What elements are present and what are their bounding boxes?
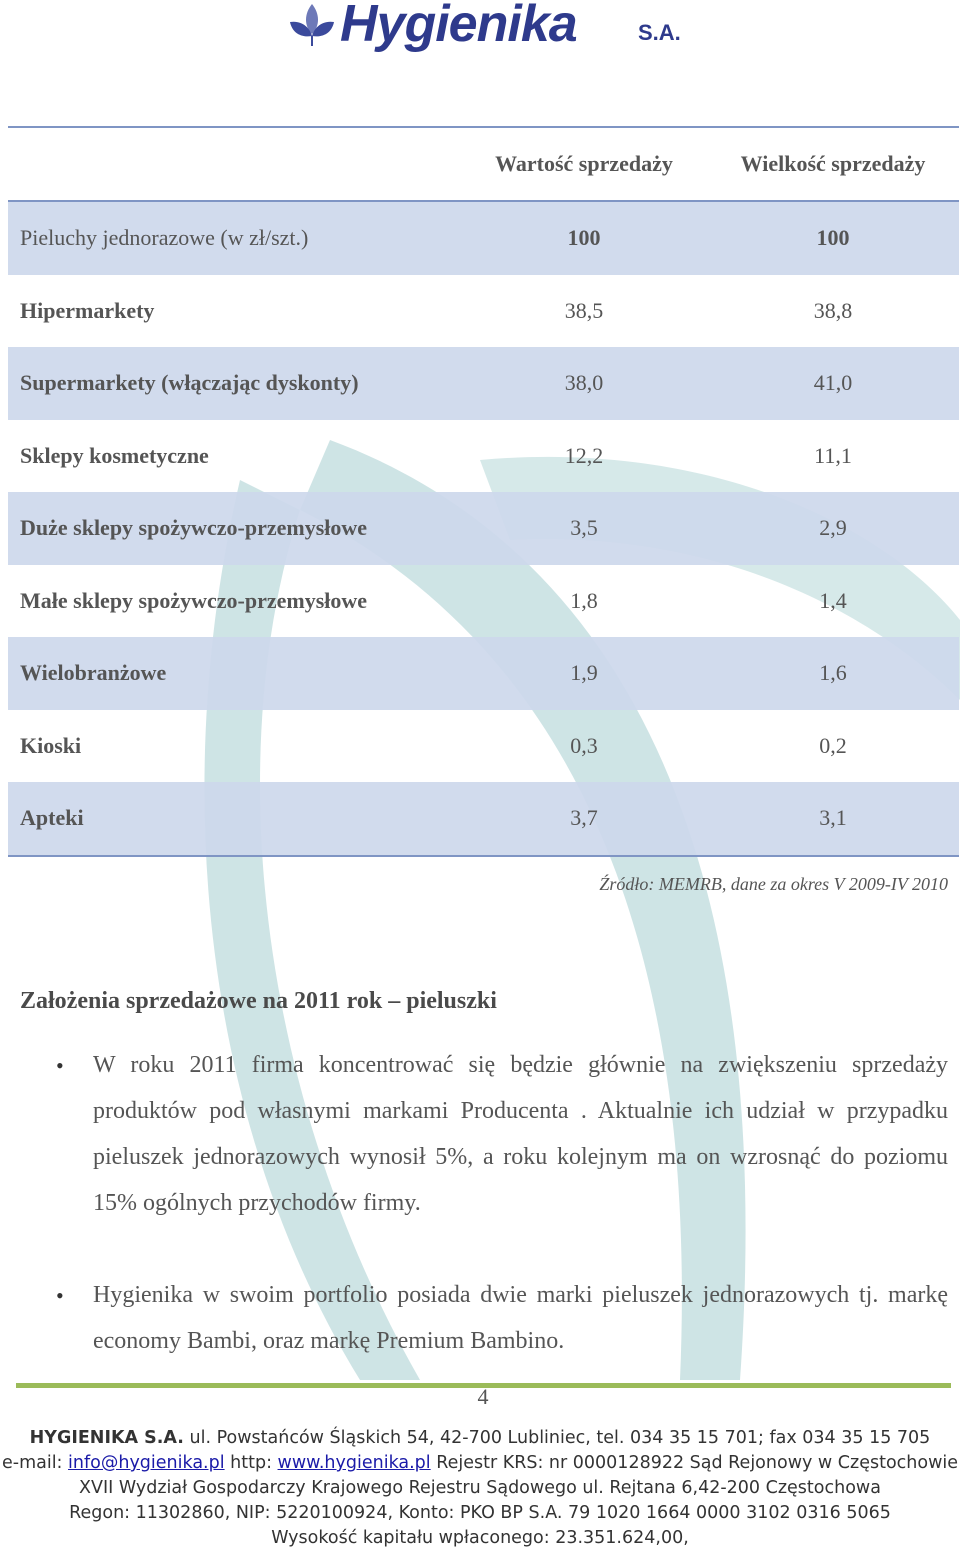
row-value: 1,9 xyxy=(570,660,598,686)
row-volume: 11,1 xyxy=(814,442,852,468)
table-row xyxy=(8,565,959,638)
bullet-paragraph: W roku 2011 firma koncentrować się będzie głównie na zwiększeniu sprzedaży produktów pod własnymi markami Producenta . Aktualnie ich udział w przypadku pieluszek jednorazowych wynosił 5%, a roku kolejnym ma on wzrosnąć do poziomu 15% ogólnych przychodów firmy. xyxy=(93,1052,948,1216)
sales-table xyxy=(8,128,959,857)
logo-wordmark: Hygienika xyxy=(340,0,577,53)
row-label: Wielobranżowe xyxy=(20,660,167,686)
table-source-note: Źródło: MEMRB, dane za okres V 2009-IV 2010 xyxy=(599,874,948,894)
table-header-row xyxy=(8,128,959,202)
website-link[interactable]: www.hygienika.pl xyxy=(277,1453,431,1473)
row-volume: 38,8 xyxy=(813,297,853,323)
table-row xyxy=(8,710,959,783)
bullet-icon: • xyxy=(56,1053,64,1078)
footer-http-label: http: xyxy=(224,1453,278,1473)
footer-line-court: XVII Wydział Gospodarczy Krajowego Rejestru Sądowego ul. Rejtana 6,42-200 Częstochowa xyxy=(79,1478,881,1498)
table-row xyxy=(8,202,959,275)
footer-address: ul. Powstańców Śląskich 54, 42-700 Lubliniec, tel. 034 35 15 701; fax 034 35 15 705 xyxy=(183,1428,931,1448)
row-value: 1,8 xyxy=(570,587,598,613)
row-value: 3,7 xyxy=(570,805,598,831)
footer-krs: Rejestr KRS: nr 0000128922 Sąd Rejonowy w Częstochowie xyxy=(430,1453,959,1473)
table-row xyxy=(8,275,959,348)
flower-logo-icon xyxy=(288,2,336,48)
row-volume: 2,9 xyxy=(819,515,847,541)
row-value: 38,0 xyxy=(564,370,604,396)
row-label: Małe sklepy spożywczo-przemysłowe xyxy=(20,587,368,613)
row-label: Supermarkety (włączając dyskonty) xyxy=(20,370,359,396)
footer-line-capital: Wysokość kapitału wpłaconego: 23.351.624,00, xyxy=(271,1528,689,1548)
table-row xyxy=(8,420,959,493)
company-logo xyxy=(288,0,688,60)
column-header-volume: Wielkość sprzedaży xyxy=(740,151,926,176)
row-volume: 1,4 xyxy=(819,587,847,613)
row-label: Kioski xyxy=(20,732,82,758)
row-label: Pieluchy jednorazowe (w zł/szt.) xyxy=(20,225,309,251)
row-value: 100 xyxy=(567,225,601,251)
row-volume: 0,2 xyxy=(819,732,847,758)
row-value: 38,5 xyxy=(564,297,604,323)
row-label: Hipermarkety xyxy=(20,297,155,323)
footer-line-contact xyxy=(0,1451,960,1476)
email-link[interactable]: info@hygienika.pl xyxy=(68,1453,225,1473)
section-title: Założenia sprzedażowe na 2011 rok – pieluszki xyxy=(20,988,497,1014)
company-footer xyxy=(0,1426,960,1551)
column-header-value: Wartość sprzedaży xyxy=(495,151,673,176)
row-value: 12,2 xyxy=(564,442,604,468)
table-row xyxy=(8,637,959,710)
logo-suffix: S.A. xyxy=(638,20,681,45)
footer-line-registry: Regon: 11302860, NIP: 5220100924, Konto: PKO BP S.A. 79 1020 1664 0000 3102 0316 5065 xyxy=(69,1503,891,1523)
row-volume: 41,0 xyxy=(813,370,853,396)
table-row xyxy=(8,492,959,565)
bullet-paragraph: Hygienika w swoim portfolio posiada dwie marki pieluszek jednorazowych tj. markę economy Bambi, oraz markę Premium Bambino. xyxy=(93,1282,948,1354)
footer-line-address xyxy=(0,1426,960,1451)
row-volume: 1,6 xyxy=(819,660,847,686)
row-label: Duże sklepy spożywczo-przemysłowe xyxy=(20,515,368,541)
footer-email-label: e-mail: xyxy=(1,1453,69,1473)
table-row xyxy=(8,782,959,857)
row-value: 3,5 xyxy=(570,515,598,541)
table-row xyxy=(8,347,959,420)
row-volume: 100 xyxy=(816,225,850,251)
row-label: Sklepy kosmetyczne xyxy=(20,442,209,468)
row-label: Apteki xyxy=(20,805,84,831)
row-volume: 3,1 xyxy=(819,805,847,831)
page-number: 4 xyxy=(477,1384,489,1409)
bullet-icon: • xyxy=(56,1283,64,1308)
footer-company: HYGIENIKA S.A. xyxy=(29,1428,184,1448)
row-value: 0,3 xyxy=(570,732,598,758)
